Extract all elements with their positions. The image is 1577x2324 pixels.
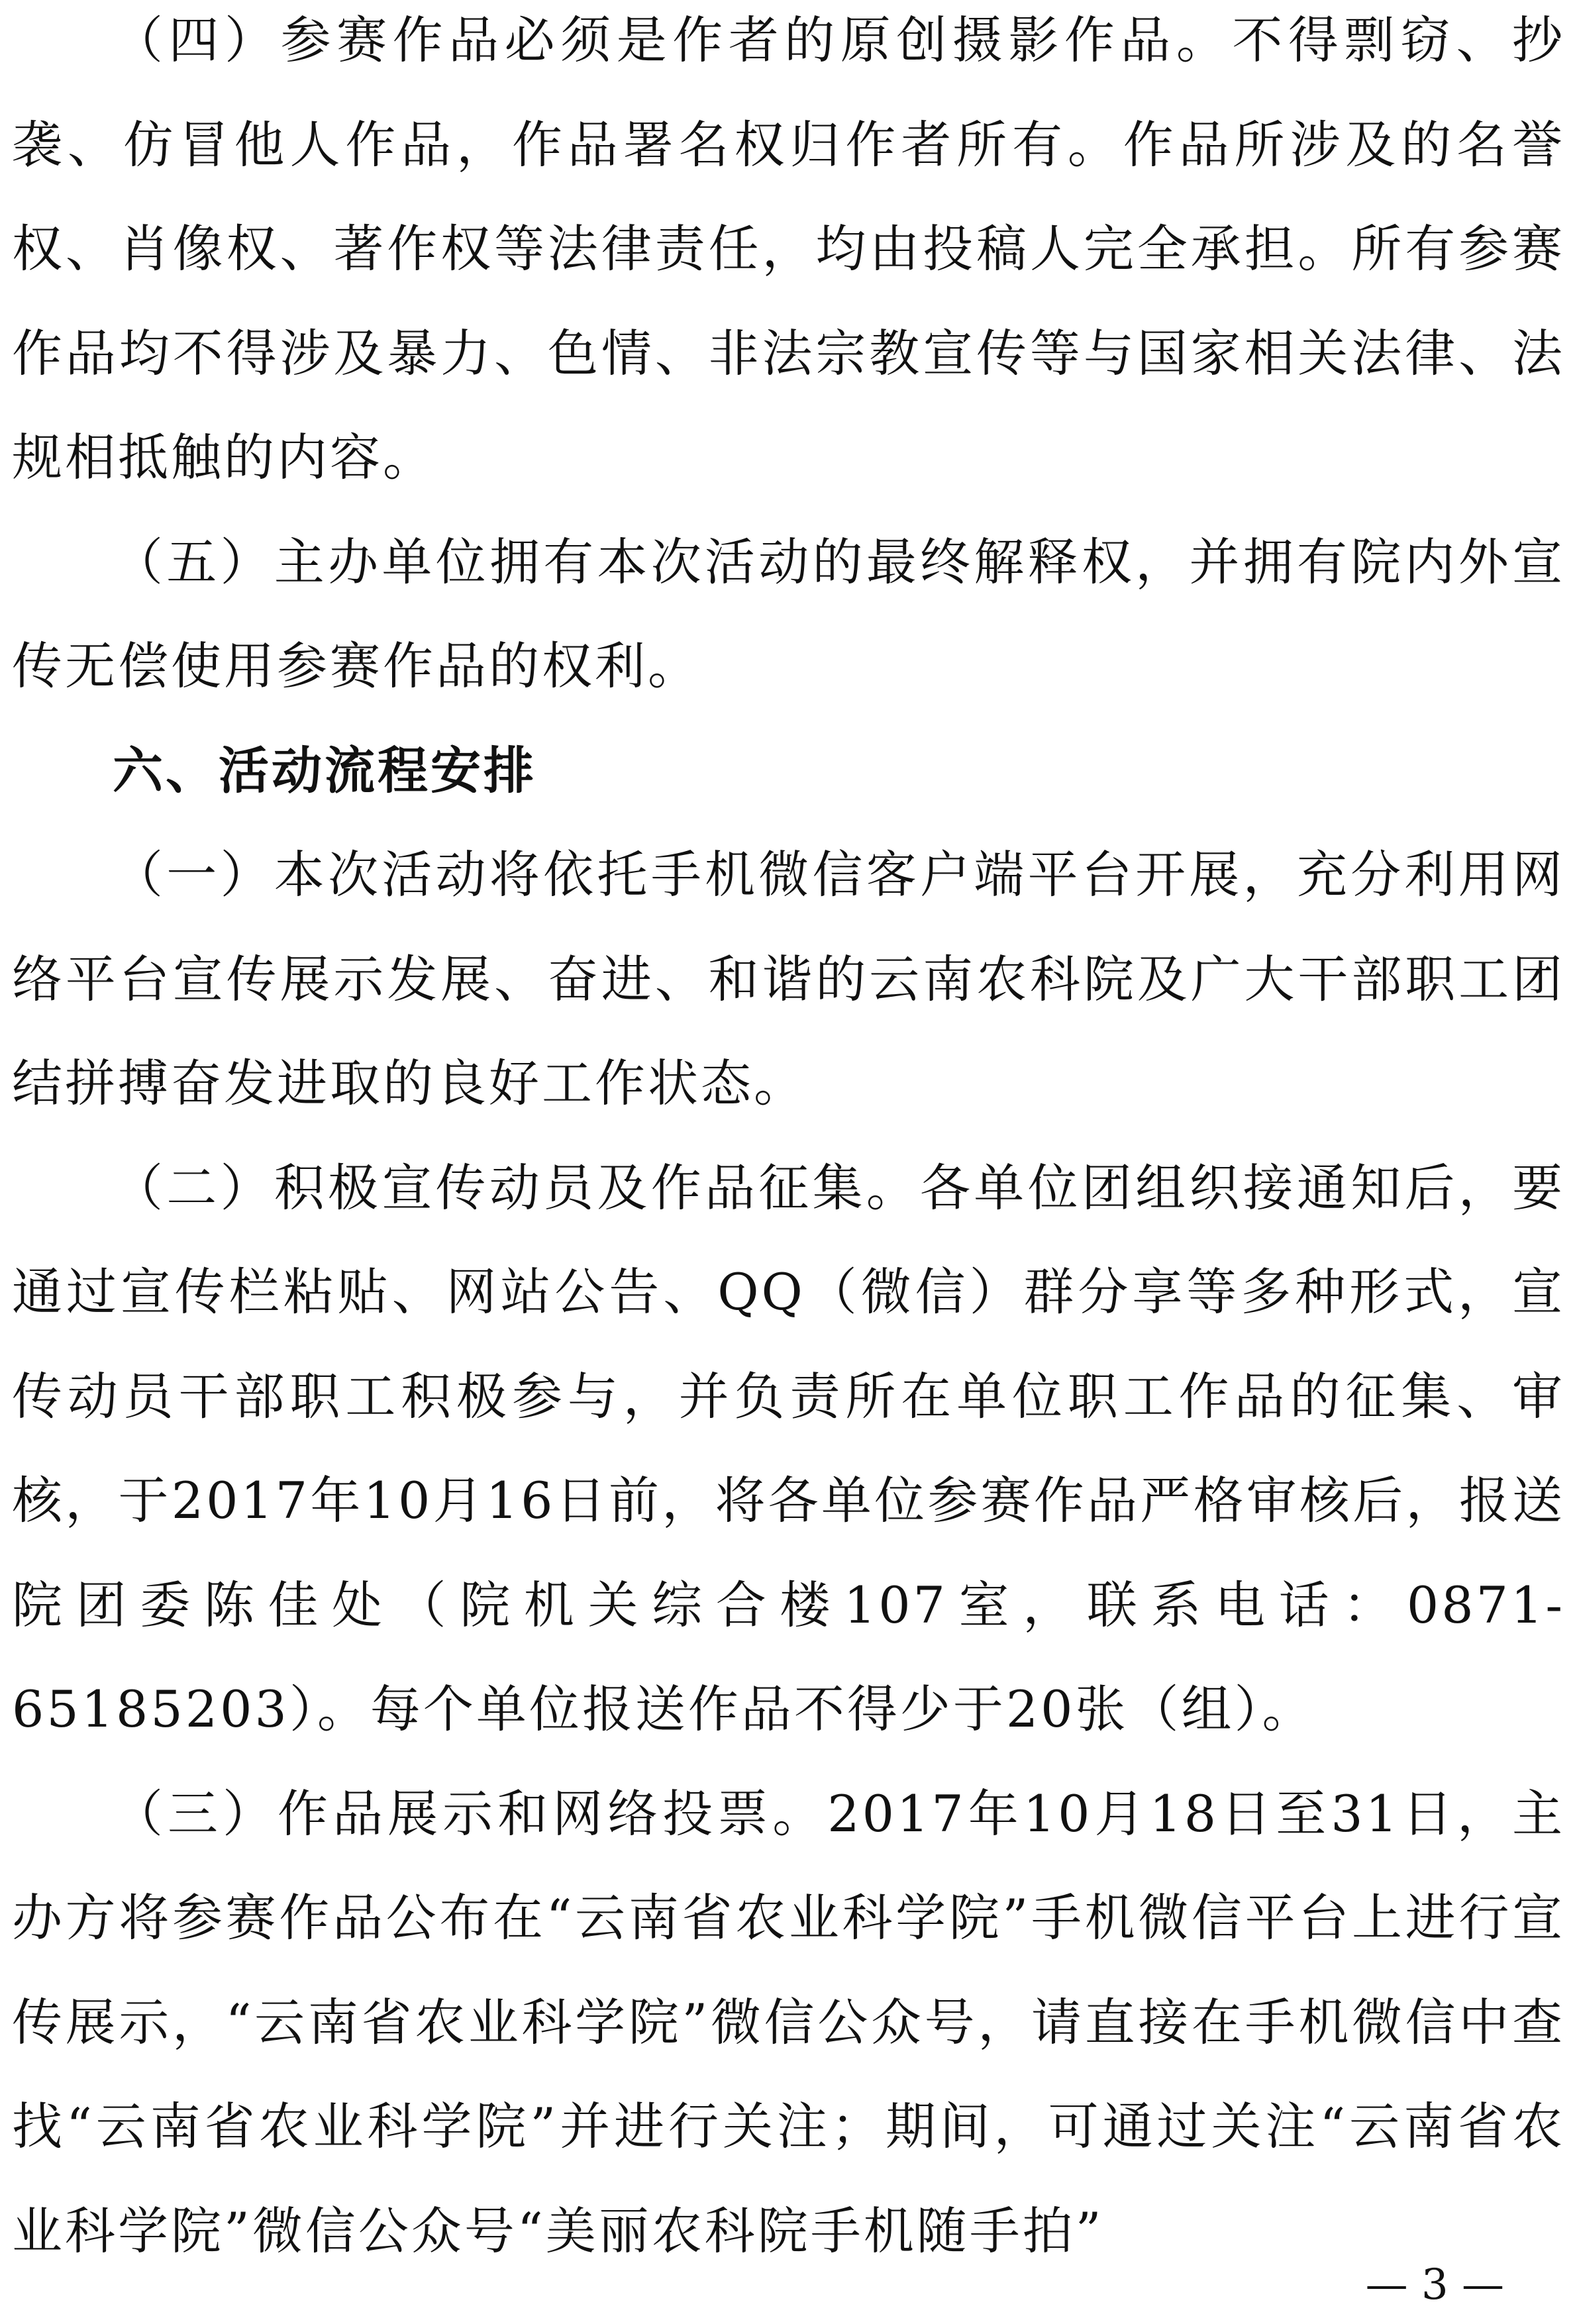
paragraph-item-5: （五）主办单位拥有本次活动的最终解释权，并拥有院内外宣传无偿使用参赛作品的权利。 bbox=[12, 532, 1565, 695]
paragraph-item-4: （四）参赛作品必须是作者的原创摄影作品。不得剽窃、抄袭、仿冒他人作品，作品署名权归作者所有。作品所涉及的名誉权、肖像权、著作权等法律责任，均由投稿人完全承担。所有参赛作品均不得涉及暴力、色情、非法宗教宣传等与国家相关法律、法规相抵触的内容。 bbox=[12, 11, 1565, 487]
page-number: — 3 — bbox=[1365, 2260, 1504, 2309]
section6-item-2: （二）积极宣传动员及作品征集。各单位团组织接通知后，要通过宣传栏粘贴、网站公告、QQ（微信）群分享等多种形式，宣传动员干部职工积极参与，并负责所在单位职工作品的征集、审核，于2017年10月16日前，将各单位参赛作品严格审核后，报送院团委陈佳处（院机关综合楼107室，联系电话：0871-65185203）。每个单位报送作品不得少于20张（组）。 bbox=[12, 1158, 1565, 1739]
section6-item-1: （一）本次活动将依托手机微信客户端平台开展，充分利用网络平台宣传展示发展、奋进、和谐的云南农科院及广大干部职工团结拼搏奋发进取的良好工作状态。 bbox=[12, 845, 1565, 1113]
section6-item-3: （三）作品展示和网络投票。2017年10月18日至31日，主办方将参赛作品公布在“云南省农业科学院”手机微信平台上进行宣传展示，“云南省农业科学院”微信公众号，请直接在手机微信中查找“云南省农业科学院”并进行关注；期间，可通过关注“云南省农业科学院”微信公众号“美丽农科院手机随手拍” bbox=[12, 1784, 1565, 2260]
section-heading-6: 六、活动流程安排 bbox=[113, 740, 536, 800]
